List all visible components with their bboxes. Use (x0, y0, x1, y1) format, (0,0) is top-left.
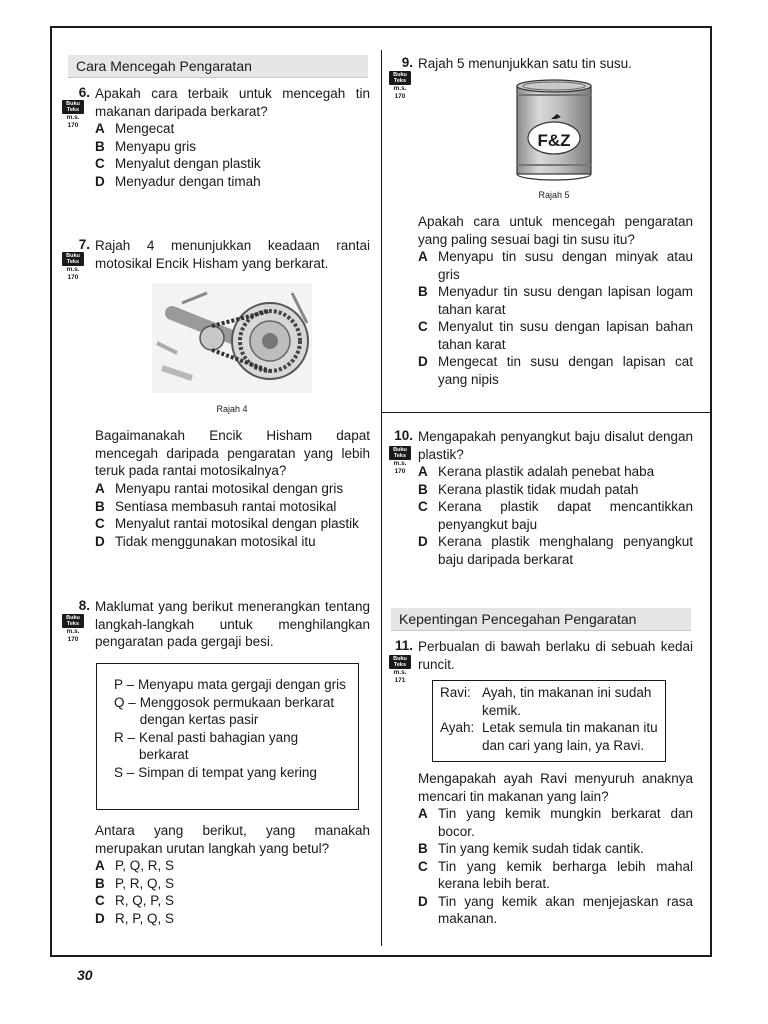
option-a[interactable]: A Kerana plastik adalah penebat haba (418, 464, 655, 479)
textbook-badge: Buku Teks m.s. 170 (62, 614, 84, 644)
question-9-options (418, 248, 693, 388)
question-11-options (418, 805, 693, 928)
option-d[interactable]: D Tidak menggunakan motosikal itu (95, 533, 316, 549)
question-11-text: Perbualan di bawah berlaku di sebuah kedai runcit. (418, 639, 693, 672)
column-rule (382, 412, 710, 413)
option-c[interactable]: C Kerana plastik dapat mencantikkan penyangkut baju (418, 499, 693, 532)
textbook-badge: Buku Teks m.s. 170 (389, 446, 411, 476)
question-11-number: 11. (394, 638, 413, 653)
option-b[interactable]: B Kerana plastik tidak mudah patah (418, 481, 639, 497)
question-9-number: 9. (401, 55, 413, 70)
column-divider (381, 50, 382, 946)
option-b[interactable]: B P, R, Q, S (95, 875, 175, 891)
question-7-text: Rajah 4 menunjukkan keadaan rantai motosikal Encik Hisham yang berkarat. (95, 238, 370, 271)
question-10-text: Mengapakah penyangkut baju disalut dengan plastik? (418, 429, 693, 462)
option-a[interactable]: A P, Q, R, S (95, 858, 175, 873)
option-d[interactable]: D Tin yang kemik akan menjejaskan rasa makanan. (418, 893, 693, 926)
question-6-text: Apakah cara terbaik untuk mencegah tin makanan daripada berkarat? (95, 86, 370, 119)
option-b[interactable]: B Tin yang kemik sudah tidak cantik. (418, 841, 644, 856)
step-p: P – Menyapu mata gergaji dengan gris (114, 677, 346, 692)
question-9-prompt: Apakah cara untuk mencegah pengaratan yang paling sesuai bagi tin susu itu? (418, 214, 693, 247)
question-8-number: 8. (78, 598, 90, 613)
question-7-number: 7. (78, 237, 90, 252)
option-d[interactable]: D Kerana plastik menghalang penyangkut baju daripada berkarat (418, 534, 693, 567)
option-d[interactable]: D Mengecat tin susu dengan lapisan cat yang nipis (418, 354, 693, 387)
dialog-line-ravi: Ravi: Ayah, tin makanan ini sudah kemik. (440, 685, 652, 718)
option-d[interactable]: D R, P, Q, S (95, 910, 175, 926)
figure-4-caption: Rajah 4 (216, 404, 248, 414)
step-r: R – Kenal pasti bahagian yang berkarat (114, 729, 299, 762)
step-s: S – Simpan di tempat yang kering (114, 764, 317, 780)
option-b[interactable]: B Sentiasa membasuh rantai motosikal (95, 498, 337, 514)
option-a[interactable]: A Menyapu tin susu dengan minyak atau gris (418, 249, 693, 282)
option-c[interactable]: C Menyalut tin susu dengan lapisan bahan tahan karat (418, 319, 693, 352)
dialog-box (432, 680, 666, 762)
tin-brand-label: F&Z (537, 131, 571, 150)
question-8-prompt: Antara yang berikut, yang manakah merupakan urutan langkah yang betul? (95, 823, 370, 856)
option-c[interactable]: C R, Q, P, S (95, 893, 175, 908)
option-d[interactable]: D Menyadur dengan timah (95, 173, 261, 189)
option-b[interactable]: B Menyadur tin susu dengan lapisan logam tahan karat (418, 284, 693, 317)
option-a[interactable]: A Menyapu rantai motosikal dengan gris (95, 481, 344, 496)
option-a[interactable]: A Tin yang kemik mungkin berkarat dan bocor. (418, 806, 693, 839)
page-number: 30 (77, 967, 93, 983)
question-6-options (95, 120, 370, 190)
question-11-prompt: Mengapakah ayah Ravi menyuruh anaknya mencari tin makanan yang lain? (418, 771, 693, 804)
step-q: Q – Menggosok permukaan berkarat dengan kertas pasir (114, 694, 335, 727)
option-b[interactable]: B Menyapu gris (95, 138, 197, 154)
option-a[interactable]: A Mengecat (95, 121, 175, 136)
dialog-line-ayah: Ayah: Letak semula tin makanan itu dan cari yang lain, ya Ravi. (440, 720, 658, 753)
motorcycle-chain-illustration (152, 283, 312, 393)
option-c[interactable]: C Tin yang kemik berharga lebih mahal kerana lebih berat. (418, 858, 693, 891)
question-8-text: Maklumat yang berikut menerangkan tentang langkah-langkah untuk menghilangkan pengaratan pada gergaji besi. (95, 599, 370, 649)
section-heading-importance: Kepentingan Pencegahan Pengaratan (391, 608, 691, 631)
question-8-options (95, 857, 370, 927)
textbook-badge: Buku Teks m.s. 170 (389, 71, 411, 101)
question-10-number: 10. (394, 428, 413, 443)
textbook-badge: Buku Teks m.s. 170 (62, 252, 84, 282)
option-c[interactable]: C Menyalut dengan plastik (95, 156, 261, 171)
textbook-badge: Buku Teks m.s. 171 (389, 655, 411, 685)
steps-box (96, 663, 359, 810)
option-c[interactable]: C Menyalut rantai motosikal dengan plastik (95, 516, 359, 531)
textbook-badge: Buku Teks m.s. 170 (62, 100, 84, 130)
milk-tin-illustration (511, 78, 597, 182)
question-7-options (95, 480, 375, 550)
question-9-text: Rajah 5 menunjukkan satu tin susu. (418, 56, 632, 71)
section-heading-prevention: Cara Mencegah Pengaratan (68, 55, 368, 78)
question-6-number: 6. (78, 85, 90, 100)
question-7-prompt: Bagaimanakah Encik Hisham dapat mencegah daripada pengaratan yang lebih teruk pada rantai motosikalnya? (95, 428, 370, 478)
question-10-options (418, 463, 693, 568)
figure-5-caption: Rajah 5 (538, 190, 570, 200)
